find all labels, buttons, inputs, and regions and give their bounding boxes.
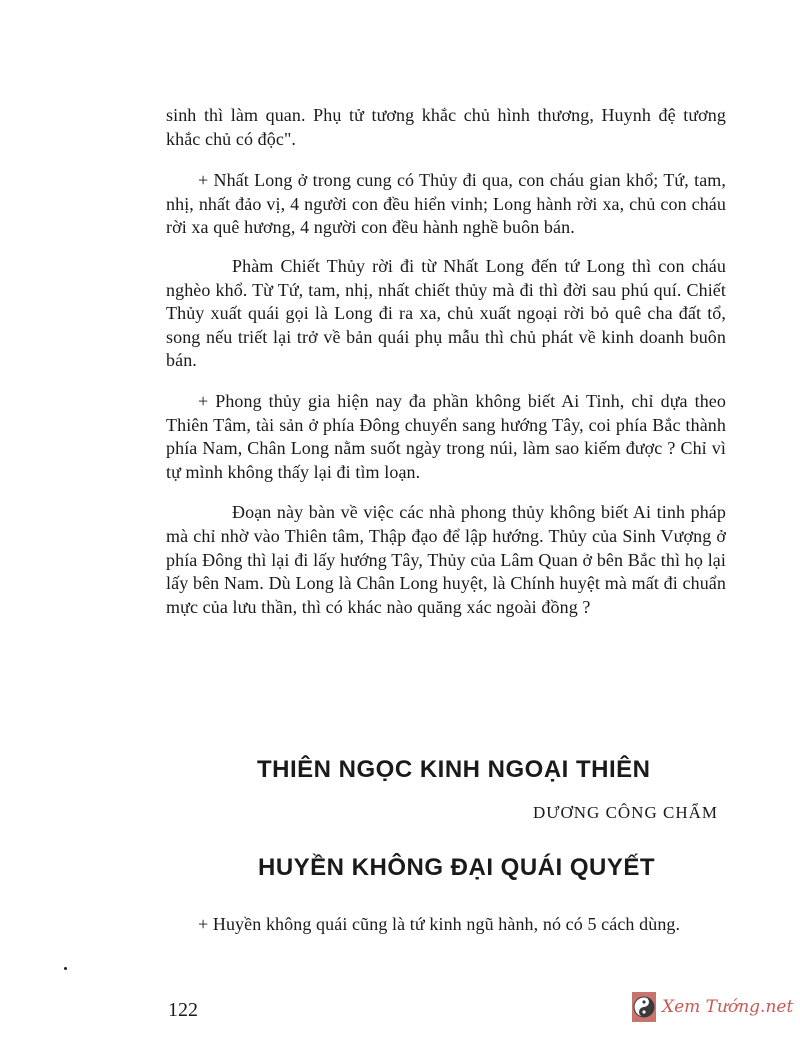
body-text-continued (166, 913, 726, 937)
paragraph: Phàm Chiết Thủy rời đi từ Nhất Long đến tứ Long thì con cháu nghèo khổ. Từ Tứ, tam, nhị, nhất chiết thủy mà đi thì đời sau phú quí. Chiết Thủy xuất quái gọi là Long đi ra xa, chủ xuất ngoại rời bỏ quê cha đất tổ, song nếu triết lại trở về bản quái phụ mẫu thì chủ phát về kinh doanh buôn bán. (166, 255, 726, 371)
paragraph: + Phong thủy gia hiện nay đa phần không biết Ai Tinh, chỉ dựa theo Thiên Tâm, tài sản ở phía Đông chuyển sang hướng Tây, coi phía Bắc thành phía Nam, Chân Long nằm suốt ngày trong núi, làm sao kiếm được ? Chỉ vì tự mình không thấy lại đi tìm loạn. (166, 390, 726, 482)
scan-speck (64, 967, 67, 970)
paragraph: Đoạn này bàn về việc các nhà phong thủy không biết Ai tinh pháp mà chỉ nhờ vào Thiên tâm, Thập đạo để lập hướng. Thủy của Sinh Vượng ở phía Đông thì lại đi lấy hướng Tây, Thủy của Lâm Quan ở bên Bắc thì họ lại lấy bên Nam. Dù Long là Chân Long huyệt, là Chính huyệt mà mất đi chuẩn mực của lưu thần, thì có khác nào quăng xác ngoài đồng ? (166, 502, 726, 617)
paragraph: + Huyền không quái cũng là tứ kinh ngũ hành, nó có 5 cách dùng. (198, 914, 681, 934)
section-subtitle: HUYỀN KHÔNG ĐẠI QUÁI QUYẾT (258, 854, 656, 881)
paragraph: sinh thì làm quan. Phụ tử tương khắc chủ hình thương, Huynh đệ tương khắc chủ có độc". (166, 105, 726, 149)
section-title: THIÊN NGỌC KINH NGOẠI THIÊN (257, 756, 651, 783)
body-text (166, 104, 726, 619)
paragraph: + Nhất Long ở trong cung có Thủy đi qua, con cháu gian khổ; Tứ, tam, nhị, nhất đảo vị, 4 người con đều hiển vinh; Long hành rời xa, chủ con cháu rời xa quê hương, 4 người con đều hành nghề buôn bán. (166, 170, 726, 238)
yin-yang-icon (632, 992, 656, 1022)
watermark-text: Xem Tướng.net (662, 997, 794, 1017)
watermark[interactable] (632, 990, 792, 1024)
page-number: 122 (168, 999, 198, 1021)
author-name: DƯƠNG CÔNG CHẨM (533, 803, 718, 822)
